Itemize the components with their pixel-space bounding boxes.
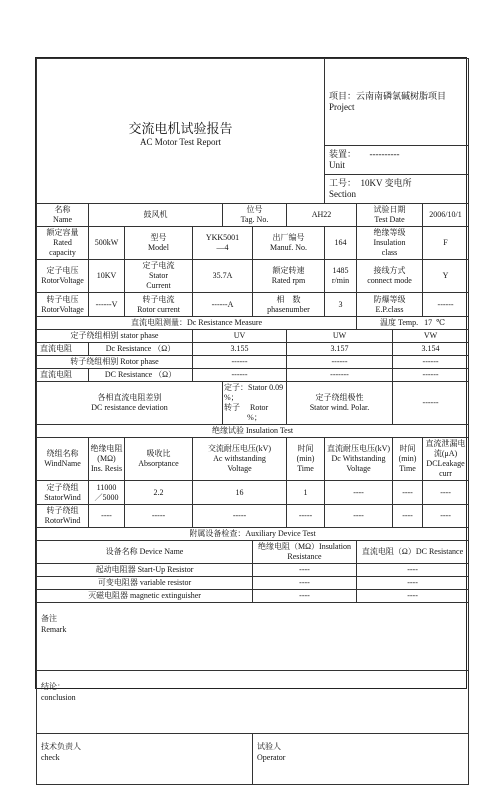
capacity-value: 500kW [89,227,125,260]
dc-res-label-en: Dc Resistance （Ω） [89,343,193,356]
ins-row-time: ----- [287,505,325,528]
ins-row-ac: 16 [193,481,287,505]
ins-row-name: 转子绕组 RotorWind [37,505,89,528]
dc-res-label-cn: 直流电阻 [37,343,89,356]
deviation-label: 各相直流电阻差别 DC resistance deviation [37,382,223,425]
check-signature-box [37,734,253,785]
check-label-cn: 技术负责人 [41,742,81,751]
rotor-value-1: ------ [193,369,287,382]
polar-value: ------ [393,382,469,425]
rotor-phase-2: ------ [287,356,393,369]
ins-row-time: 1 [287,481,325,505]
remark-label-cn: 备注 [41,614,57,623]
stator-value-uv: 3.155 [193,343,287,356]
speed-label: 额定转速 Rated rpm [253,260,325,293]
phase-uw: UW [287,330,393,343]
ins-head-wind: 绕组名称 WindName [37,438,89,481]
phase-value: 3 [325,293,357,317]
name-value: 鼓风机 [89,204,223,227]
section-label: 工号： [329,178,357,188]
ins-row-abs: 2.2 [125,481,193,505]
ins-row-res: 11000 ／5000 [89,481,125,505]
title-cn: 交流电机试验报告 [128,120,233,136]
aux-col-ins: 绝缘电阻（MΩ）Insulation Resistance [253,541,357,564]
phase-vw: VW [393,330,469,343]
unit-en: Unit [329,160,346,170]
stator-voltage-value: 10KV [89,260,125,293]
project-cell [325,59,469,146]
stator-value-vw: 3.154 [393,343,469,356]
aux-row-ins: ---- [253,577,357,590]
ins-row-res: ---- [89,505,125,528]
project-label: 项目： [329,91,357,101]
project-value: 云南南磷氯碱树脂项目 [356,91,447,101]
unit-value: ---------- [369,149,400,159]
section-value: 10KV 变电所 [360,178,412,188]
stator-phase-label: 定子绕组相别 stator phase [37,330,193,343]
rotor-phase-1: ------ [193,356,287,369]
stator-value-uw: 3.157 [287,343,393,356]
ins-head-leak: 直流泄漏电流(μA) DCLeakage curr [423,438,469,481]
insulation-section-title: 绝缘试验 Insulation Test [37,425,469,438]
polar-label: 定子绕组极性 Stator wind. Polar. [287,382,393,425]
phase-uv: UV [193,330,287,343]
rotor-value-3: ------ [393,369,469,382]
aux-row-dc: ---- [357,577,469,590]
ins-row-leak: ---- [423,481,469,505]
conclusion-box [37,671,469,734]
conclusion-label-cn: 结论： [41,682,65,691]
report-table [36,58,469,785]
ins-head-ac: 交流耐压电压(kV) Ac withstanding Voltage [193,438,287,481]
ins-row-name: 定子绕组 StatorWind [37,481,89,505]
temp-cell: 温度 Temp. 17 ℃ [357,317,469,330]
remark-label-en: Remark [41,625,67,634]
ins-row-dcw: ---- [325,505,393,528]
manuf-value: 164 [325,227,357,260]
ins-row-abs: ----- [125,505,193,528]
deviation-value: 定子：Stator 0.09 %； 转子 Rotor %； [223,382,287,425]
unit-label: 装置： [329,149,357,159]
dc-section-title: 直流电阻测量：Dc Resistance Measure [37,317,357,330]
project-en: Project [329,102,355,112]
ins-head-time2: 时间 (min) Time [393,438,423,481]
aux-row-name: 起动电阻器 Start-Up Resistor [37,564,253,577]
unit-cell [325,146,469,175]
tag-label: 位号 Tag. No. [223,204,287,227]
table-row [37,577,469,590]
ins-row-time2: ---- [393,481,423,505]
stator-voltage-label: 定子电压 RotorVoltage [37,260,89,293]
connect-value: Y [423,260,469,293]
capacity-label: 额定容量 Rated capacity [37,227,89,260]
rotor-phase-3: ------ [393,356,469,369]
report-title [37,59,325,204]
test-report-sheet [35,57,467,762]
aux-section-title: 附属设备检查：Auxiliary Device Test [37,528,469,541]
speed-value: 1485 r/min [325,260,357,293]
aux-row-dc: ---- [357,564,469,577]
stator-current-label: 定子电流 Stator Current [125,260,193,293]
rotor-phase-label: 转子绕组相别 Rotor phase [37,356,193,369]
insulation-value: F [423,227,469,260]
ep-label: 防爆等级 E.P.class [357,293,423,317]
table-row [37,564,469,577]
aux-row-name: 灭磁电阻器 magnetic extinguisher [37,590,253,603]
remark-box [37,603,469,671]
manuf-label: 出厂编号 Manuf. No. [253,227,325,260]
section-en: Section [329,189,357,199]
aux-row-ins: ---- [253,564,357,577]
ins-row-dcw: ---- [325,481,393,505]
dc-res2-label-cn: 直流电阻 [37,369,89,382]
ins-row-time2: ---- [393,505,423,528]
check-label-en: check [41,753,60,762]
conclusion-label-en: conclusion [41,693,76,702]
dc-res2-label-en: DC Resistance （Ω） [89,369,193,382]
rotor-value-2: ------- [287,369,393,382]
table-row [37,505,469,528]
aux-row-ins: ---- [253,590,357,603]
operator-label-cn: 试验人 [257,742,281,751]
ep-value: ------ [423,293,469,317]
name-label: 名称 Name [37,204,89,227]
ins-head-res: 绝缘电阻(MΩ) Ins. Resis [89,438,125,481]
aux-col-dc: 直流电阻（Ω）DC Resistance [357,541,469,564]
insulation-label: 绝缘等级 Insulation class [357,227,423,260]
ins-head-dcw: 直流耐压电压(kV) Dc Withstanding Voltage [325,438,393,481]
ins-row-leak: ---- [423,505,469,528]
rotor-voltage-label: 转子电压 RotorVoltage [37,293,89,317]
aux-row-name: 可变电阻器 variable resistor [37,577,253,590]
table-row [37,481,469,505]
operator-label-en: Operator [257,753,286,762]
date-label: 试验日期 Test Date [357,204,423,227]
operator-signature-box [253,734,469,785]
ins-head-abs: 吸收比 Absorptance [125,438,193,481]
section-cell [325,175,469,204]
rotor-voltage-value: ------V [89,293,125,317]
connect-label: 接线方式 connect mode [357,260,423,293]
aux-col-name: 设备名称 Device Name [37,541,253,564]
model-value: YKK5001 —4 [193,227,253,260]
model-label: 型号 Model [125,227,193,260]
rotor-current-value: ------A [193,293,253,317]
table-row [37,590,469,603]
tag-value: AH22 [287,204,357,227]
aux-row-dc: ---- [357,590,469,603]
ins-head-time: 时间 (min) Time [287,438,325,481]
date-value: 2006/10/1 [423,204,469,227]
title-en: AC Motor Test Report [140,136,221,147]
ins-row-ac: ----- [193,505,287,528]
rotor-current-label: 转子电流 Rotor current [125,293,193,317]
stator-current-value: 35.7A [193,260,253,293]
phase-label: 相 数 phasenumber [253,293,325,317]
